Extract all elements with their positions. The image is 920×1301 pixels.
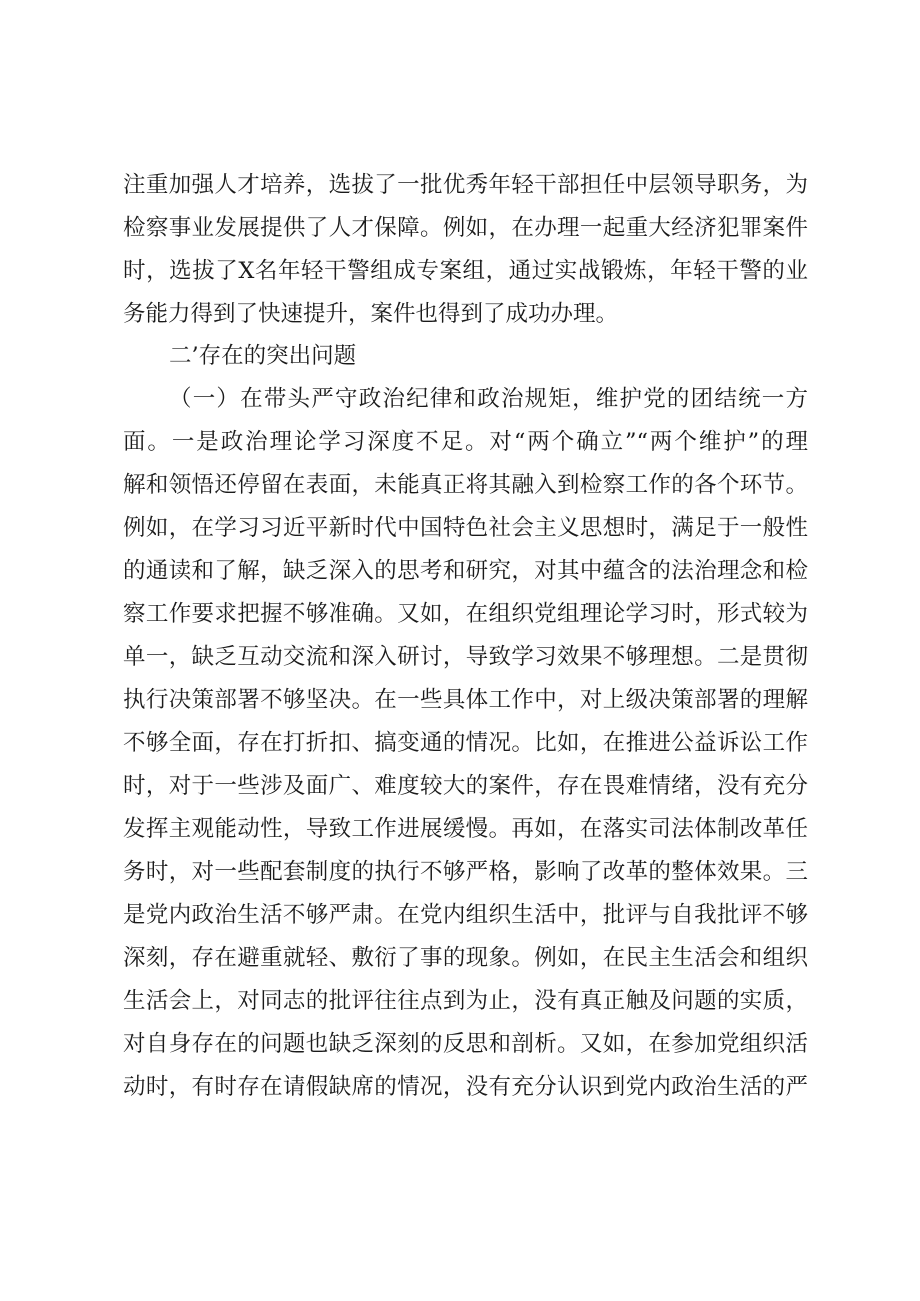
paragraph-1-line-2: 检察事业发展提供了人才保障。例如，在办理一起重大经济犯罪案件 [123,215,808,241]
paragraph-2-line-3: 解和领悟还停留在表面，未能真正将其融入到检察工作的各个环节。 [123,472,808,498]
paragraph-2-line-2: 面。一是政治理论学习深度不足。对“两个确立”“两个维护”的理 [123,429,808,455]
paragraph-2-line-4: 例如，在学习习近平新时代中国特色社会主义思想时，满足于一般性 [123,515,808,541]
section-heading: 二’存在的突出问题 [169,343,357,369]
paragraph-2-line-5: 的通读和了解，缺乏深入的思考和研究，对其中蕴含的法治理念和检 [123,558,808,584]
paragraph-2-line-15: 生活会上，对同志的批评往往点到为止，没有真正触及问题的实质， [123,988,808,1014]
paragraph-2-line-16: 对自身存在的问题也缺乏深刻的反思和剖析。又如，在参加党组织活 [123,1031,808,1057]
paragraph-2-line-10: 时，对于一些涉及面广、难度较大的案件，存在畏难情绪，没有充分 [123,773,808,799]
paragraph-2-line-6: 察工作要求把握不够准确。又如，在组织党组理论学习时，形式较为 [123,601,808,627]
paragraph-2-line-7: 单一，缺乏互动交流和深入研讨，导致学习效果不够理想。二是贯彻 [123,644,808,670]
paragraph-1-line-3: 时，选拔了X名年轻干警组成专案组，通过实战锻炼，年轻干警的业 [123,258,808,284]
paragraph-2-line-8: 执行决策部署不够坚决。在一些具体工作中，对上级决策部署的理解 [123,687,808,713]
paragraph-2-line-12: 务时，对一些配套制度的执行不够严格，影响了改革的整体效果。三 [123,859,808,885]
paragraph-2-line-1: （一）在带头严守政治纪律和政治规矩，维护党的团结统一方 [169,386,808,412]
paragraph-2-line-11: 发挥主观能动性，导致工作进展缓慢。再如，在落实司法体制改革任 [123,816,808,842]
paragraph-2-line-9: 不够全面，存在打折扣、搞变通的情况。比如，在推进公益诉讼工作 [123,730,808,756]
paragraph-2-line-17: 动时，有时存在请假缺席的情况，没有充分认识到党内政治生活的严 [123,1074,808,1100]
paragraph-1-line-1: 注重加强人才培养，选拔了一批优秀年轻干部担任中层领导职务，为 [123,172,808,198]
paragraph-2-line-13: 是党内政治生活不够严肃。在党内组织生活中，批评与自我批评不够 [123,902,808,928]
paragraph-2-line-14: 深刻，存在避重就轻、敷衍了事的现象。例如，在民主生活会和组织 [123,945,808,971]
paragraph-1-line-4: 务能力得到了快速提升，案件也得到了成功办理。 [123,301,619,327]
